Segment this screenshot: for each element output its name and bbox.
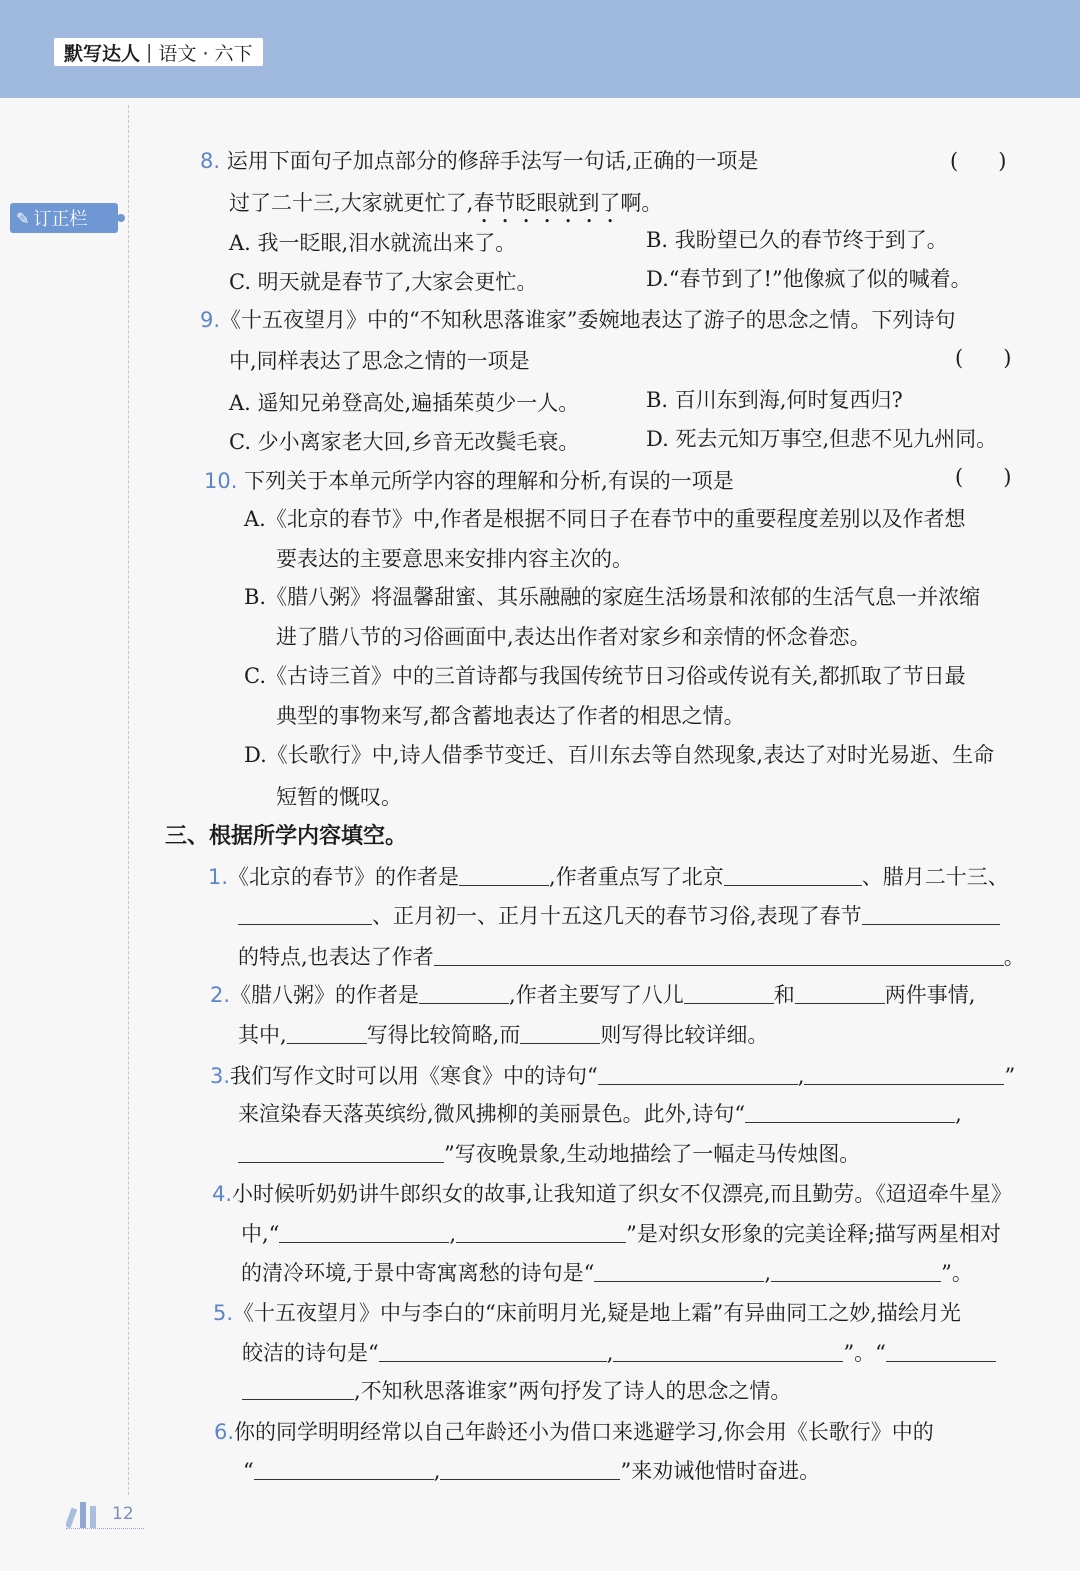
book-subject: 语文 · 六下 bbox=[158, 42, 253, 65]
header-separator: | bbox=[146, 41, 153, 63]
fill5-line3 bbox=[242, 1377, 791, 1405]
fill3-blank-2[interactable] bbox=[804, 1064, 1004, 1085]
q9-number: 9. bbox=[200, 308, 221, 332]
fill4-number: 4. bbox=[212, 1182, 233, 1206]
page-number-underline bbox=[66, 1528, 144, 1529]
fill3-blank-3[interactable] bbox=[745, 1102, 955, 1123]
q10-option-b-line2: 进了腊八节的习俗画面中,表达出作者对家乡和亲情的怀念眷恋。 bbox=[276, 625, 871, 649]
fill5-text3: , bbox=[606, 1341, 614, 1365]
pencil-icon: ✎ bbox=[16, 208, 30, 228]
correction-column-tag bbox=[10, 203, 118, 233]
fill2-line2 bbox=[238, 1021, 768, 1049]
fill2-blank-event2[interactable] bbox=[795, 983, 885, 1004]
fill5-blank-3b[interactable] bbox=[242, 1379, 354, 1400]
q10-answer-parentheses: ( ) bbox=[955, 465, 1012, 489]
fill3-text5: , bbox=[955, 1102, 962, 1126]
q8-option-a: A. 我一眨眼,泪水就流出来了。 bbox=[229, 231, 517, 255]
q10-option-c-line2: 典型的事物来写,都含蓄地表达了作者的相思之情。 bbox=[276, 704, 745, 728]
fill2-text4: 两件事情, bbox=[884, 983, 976, 1007]
q9-option-a: A. 遥知兄弟登高处,遍插茱萸少一人。 bbox=[229, 391, 580, 415]
section-3-title: 三、根据所学内容填空。 bbox=[165, 824, 408, 849]
fill4-blank-4[interactable] bbox=[771, 1261, 941, 1282]
q10-option-d-line2: 短暂的慨叹。 bbox=[276, 785, 402, 809]
fill3-number: 3. bbox=[210, 1064, 231, 1088]
fill6-line1 bbox=[214, 1418, 934, 1446]
fill5-blank-2[interactable] bbox=[613, 1341, 843, 1362]
q9-option-c: C. 少小离家老大回,乡音无改鬓毛衰。 bbox=[229, 430, 580, 454]
fill2-text5: 其中, bbox=[238, 1023, 287, 1047]
fill1-text4: 、正月初一、正月十五这几天的春节习俗,表现了春节 bbox=[372, 904, 862, 928]
q9-option-b: B. 百川东到海,何时复西归? bbox=[646, 388, 903, 412]
q8-option-c: C. 明天就是春节了,大家会更忙。 bbox=[229, 270, 538, 294]
fill4-blank-2[interactable] bbox=[456, 1222, 626, 1243]
fill6-blank-2[interactable] bbox=[440, 1459, 620, 1480]
fill1-blank-author[interactable] bbox=[459, 865, 549, 886]
fill5-blank-3a[interactable] bbox=[886, 1341, 996, 1362]
fill5-line2 bbox=[242, 1339, 996, 1367]
q8-sentence bbox=[229, 189, 662, 228]
q10-number: 10. bbox=[204, 469, 238, 493]
fill6-text2: “ bbox=[243, 1459, 254, 1483]
fill2-blank-brief[interactable] bbox=[287, 1023, 367, 1044]
fill1-line2 bbox=[238, 902, 1000, 930]
q8-sentence-post: 啊。 bbox=[620, 191, 663, 215]
book-header bbox=[54, 38, 263, 66]
fill3-blank-1[interactable] bbox=[598, 1064, 798, 1085]
fill2-text1: 《腊八粥》的作者是 bbox=[230, 983, 420, 1007]
fill3-text4: 来渲染春天落英缤纷,微风拂柳的美丽景色。此外,诗句“ bbox=[238, 1102, 746, 1126]
fill5-text1: 《十五夜望月》中与李白的“床前明月光,疑是地上霜”有异曲同工之妙,描绘月光 bbox=[233, 1301, 961, 1325]
fill4-text2: 中,“ bbox=[241, 1222, 280, 1246]
fill6-text1: 你的同学明明经常以自己年龄还小为借口来逃避学习,你会用《长歌行》中的 bbox=[234, 1420, 934, 1444]
fill2-line1 bbox=[210, 981, 975, 1009]
fill2-blank-author[interactable] bbox=[419, 983, 509, 1004]
fill3-text6: ”写夜晚景象,生动地描绘了一幅走马传烛图。 bbox=[444, 1142, 861, 1166]
q8-option-b: B. 我盼望已久的春节终于到了。 bbox=[646, 228, 948, 252]
fill1-blank-feature[interactable] bbox=[862, 904, 1000, 925]
fill3-text3: ” bbox=[1004, 1064, 1016, 1088]
q8-sentence-emphasis: 春节眨眼就到了 bbox=[473, 191, 621, 215]
fill1-text2: ,作者重点写了北京 bbox=[549, 865, 724, 889]
fill1-line1 bbox=[208, 863, 1009, 891]
fill5-text5: ,不知秋思落谁家”两句抒发了诗人的思念之情。 bbox=[354, 1379, 792, 1403]
fill6-number: 6. bbox=[214, 1420, 235, 1444]
fill1-number: 1. bbox=[208, 865, 229, 889]
tag-dot bbox=[117, 214, 125, 222]
fill4-text3: , bbox=[449, 1222, 457, 1246]
fill4-blank-3[interactable] bbox=[594, 1261, 764, 1282]
fill4-text7: ”。 bbox=[941, 1261, 973, 1285]
q10-option-b-line1: B.《腊八粥》将温馨甜蜜、其乐融融的家庭生活场景和浓郁的生活气息一并浓缩 bbox=[244, 585, 981, 609]
fill2-text6: 写得比较简略,而 bbox=[366, 1023, 521, 1047]
fill1-blank-day1[interactable] bbox=[724, 865, 862, 886]
q10-stem-text: 下列关于本单元所学内容的理解和分析,有误的一项是 bbox=[244, 469, 734, 493]
fill6-line2 bbox=[243, 1457, 820, 1485]
q9-answer-parentheses: ( ) bbox=[955, 346, 1012, 370]
correction-label: 订正栏 bbox=[33, 209, 88, 230]
q10-option-a-line1: A.《北京的春节》中,作者是根据不同日子在春节中的重要程度差别以及作者想 bbox=[244, 507, 966, 531]
fill3-line1 bbox=[210, 1062, 1015, 1090]
q10-option-a-line2: 要表达的主要意思来安排内容主次的。 bbox=[276, 547, 633, 571]
fill2-blank-event1[interactable] bbox=[684, 983, 774, 1004]
q9-option-d: D. 死去元知万事空,但悲不见九州同。 bbox=[646, 427, 998, 451]
q9-stem-line1 bbox=[200, 306, 956, 334]
q10-option-d-line1: D.《长歌行》中,诗人借季节变迁、百川东去等自然现象,表达了对时光易逝、生命 bbox=[244, 743, 995, 767]
q8-answer-parentheses: ( ) bbox=[950, 149, 1007, 173]
q8-option-d: D.“春节到了!”他像疯了似的喊着。 bbox=[646, 267, 972, 291]
fill3-line3 bbox=[238, 1140, 860, 1168]
q10-stem bbox=[204, 467, 734, 495]
fill1-text5: 的特点,也表达了作者 bbox=[238, 945, 434, 969]
fill1-text6: 。 bbox=[1003, 945, 1025, 969]
q10-option-c-line1: C.《古诗三首》中的三首诗都与我国传统节日习俗或传说有关,都抓取了节日最 bbox=[244, 664, 966, 688]
fill2-number: 2. bbox=[210, 983, 231, 1007]
fill4-line3 bbox=[241, 1259, 973, 1287]
fill1-line3 bbox=[238, 943, 1025, 971]
fill2-text7: 则写得比较详细。 bbox=[600, 1023, 769, 1047]
q8-stem bbox=[200, 147, 758, 175]
margin-divider bbox=[128, 105, 129, 1495]
fill4-text1: 小时候听奶奶讲牛郎织女的故事,让我知道了织女不仅漂亮,而且勤劳。《迢迢牵牛星》 bbox=[232, 1182, 1012, 1206]
fill1-blank-day2[interactable] bbox=[238, 904, 372, 925]
fill4-text4: ”是对织女形象的完美诠释;描写两星相对 bbox=[626, 1222, 1001, 1246]
fill6-text3: , bbox=[433, 1459, 441, 1483]
fill1-text1: 《北京的春节》的作者是 bbox=[228, 865, 460, 889]
fill4-line2 bbox=[241, 1220, 1001, 1248]
fill5-line1 bbox=[213, 1299, 961, 1327]
fill3-line2 bbox=[238, 1100, 962, 1128]
fill5-text2: 皎洁的诗句是“ bbox=[242, 1341, 379, 1365]
fill2-blank-detailed[interactable] bbox=[520, 1023, 600, 1044]
page-number: 12 bbox=[112, 1504, 134, 1524]
fill2-text2: ,作者主要写了八儿 bbox=[509, 983, 684, 1007]
fill1-blank-feeling[interactable] bbox=[434, 945, 1004, 966]
q9-stem-line2: 中,同样表达了思念之情的一项是 bbox=[229, 349, 530, 373]
book-series-title: 默写达人 bbox=[64, 42, 141, 65]
q9-line1-text: 《十五夜望月》中的“不知秋思落谁家”委婉地表达了游子的思念之情。下列诗句 bbox=[220, 308, 956, 332]
fill6-blank-1[interactable] bbox=[254, 1459, 434, 1480]
q8-number: 8. bbox=[200, 149, 221, 173]
fill3-text2: , bbox=[797, 1064, 805, 1088]
fill4-line1 bbox=[212, 1180, 1012, 1208]
fill4-blank-1[interactable] bbox=[279, 1222, 449, 1243]
fill1-text3: 、腊月二十三、 bbox=[861, 865, 1009, 889]
q8-stem-text: 运用下面句子加点部分的修辞手法写一句话,正确的一项是 bbox=[226, 149, 759, 173]
fill5-number: 5. bbox=[213, 1301, 234, 1325]
fill3-text1: 我们写作文时可以用《寒食》中的诗句“ bbox=[230, 1064, 598, 1088]
q8-sentence-pre: 过了二十三,大家就更忙了, bbox=[229, 191, 474, 215]
fill2-text3: 和 bbox=[773, 983, 795, 1007]
fill6-text4: ”来劝诫他惜时奋进。 bbox=[620, 1459, 821, 1483]
books-icon bbox=[66, 1498, 104, 1528]
fill5-blank-1[interactable] bbox=[379, 1341, 607, 1362]
fill5-text4: ”。“ bbox=[843, 1341, 886, 1365]
fill3-blank-4[interactable] bbox=[238, 1142, 444, 1163]
fill4-text6: , bbox=[764, 1261, 772, 1285]
fill4-text5: 的清冷环境,于景中寄寓离愁的诗句是“ bbox=[241, 1261, 595, 1285]
